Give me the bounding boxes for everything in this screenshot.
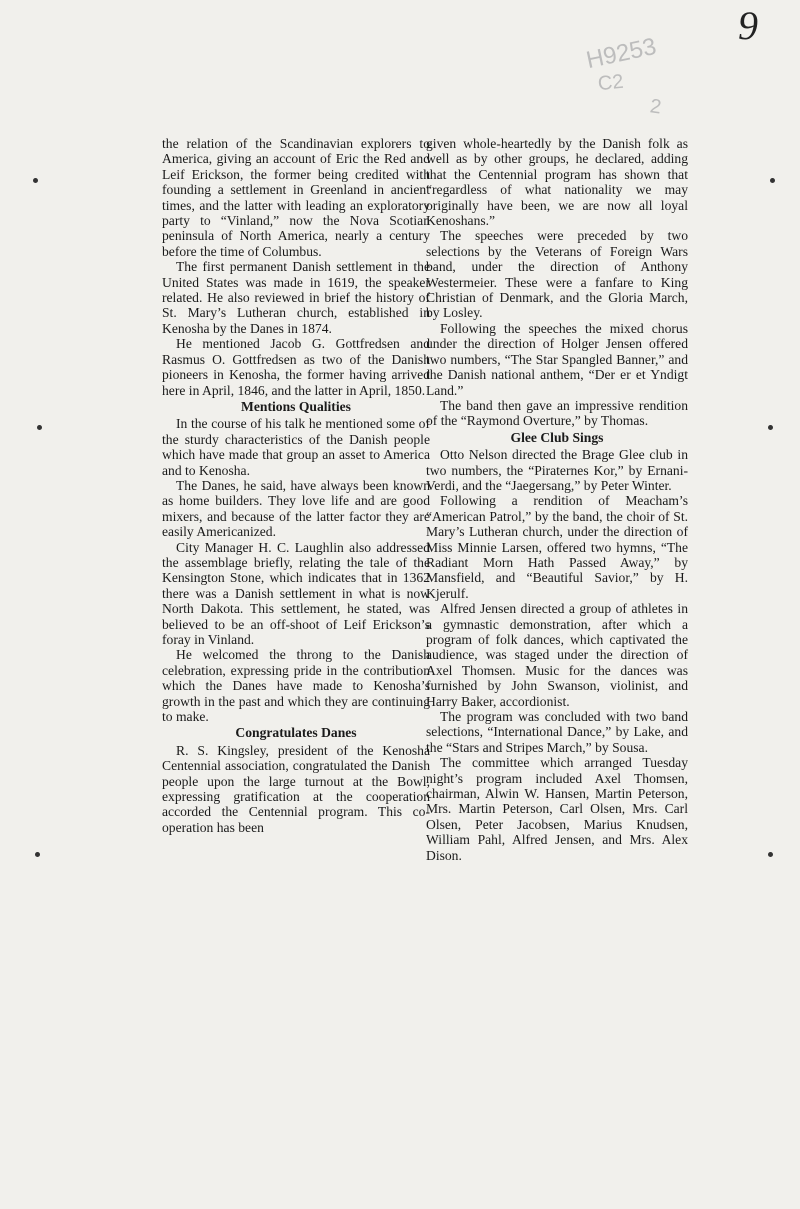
pencil-note: C2 — [596, 70, 625, 96]
page-number: 9 — [738, 3, 758, 48]
article-paragraph: The band then gave an impressive rendition of the “Raymond Overture,” by Thomas. — [426, 397, 688, 429]
article-paragraph: The Danes, he said, have always been known as home builders. They love life and are good mixers, and because of the latter factor they are easily Americanized. — [162, 477, 430, 540]
margin-dot — [35, 852, 40, 857]
article-paragraph: City Manager H. C. Laughlin also addressed the assemblage briefly, relating the tale of the Kensington Stone, which indicates that in 1362 there was a Danish settlement in what is now North Dakota. This settlement, he stated, was believed to be an off-shoot of Leif Erickson’s foray in Vinland. — [162, 539, 430, 647]
article-paragraph: He mentioned Jacob G. Gottfredsen and Rasmus O. Gottfredsen as two of the Danish pioneers in Kenosha, the former having arrived here in April, 1846, and the latter in April, 1850. — [162, 336, 430, 398]
article-paragraph: The first permanent Danish settlement in the United States was made in 1619, the speaker related. He also reviewed in brief the history of St. Mary’s Lutheran church, established in Kenosha by the Danes in 1874. — [162, 259, 430, 336]
article-paragraph: He welcomed the throng to the Danish celebration, expressing pride in the contribution which the Danes have made to Kenosha’s growth in the past and which they are continuing to make. — [162, 647, 430, 725]
article-paragraph: Following a rendition of Meacham’s “American Patrol,” by the band, the choir of St. Mary’s Lutheran church, under the direction of Miss Minnie Larsen, offered two hymns, “The Radiant Morn Hath Passed Away,” by Mansfield, and “Beautiful Savior,” by H. Kjerulf. — [426, 493, 688, 601]
article-left-column — [162, 136, 430, 835]
section-subheading: Mentions Qualities — [241, 398, 351, 414]
section-subheading: Congratulates Danes — [235, 725, 357, 741]
section-subheading: Glee Club Sings — [510, 429, 604, 445]
article-paragraph: In the course of his talk he mentioned some of the sturdy characteristics of the Danish people which have made that group an asset to America and to Kenosha. — [162, 416, 430, 478]
article-paragraph: Otto Nelson directed the Brage Glee club in two numbers, the “Piraternes Kor,” by Ernani-Verdi, and the “Jaegersang,” by Peter Winter. — [426, 447, 688, 493]
article-paragraph: The speeches were preceded by two selections by the Veterans of Foreign Wars band, under the direction of Anthony Westermeier. These were a fanfare to King Christian of Denmark, and the Gloria March, by Losley. — [426, 228, 688, 321]
margin-dot — [768, 425, 773, 430]
article-paragraph: given whole-heartedly by the Danish folk as well as by other groups, he declared, adding that the Centennial program has shown that “regardless of what nationality we may originally have been, we are now all loyal Kenoshans.” — [426, 136, 688, 229]
margin-dot — [37, 425, 42, 430]
pencil-note: H9253 — [583, 32, 659, 75]
margin-dot — [768, 852, 773, 857]
article-paragraph: The program was concluded with two band selections, “International Dance,” by Lake, and the “Stars and Stripes March,” by Sousa. — [426, 709, 688, 755]
article-paragraph: the relation of the Scandinavian explorers to America, giving an account of Eric the Red and Leif Erickson, the former being credited with founding a settlement in Greenland in ancient times, and the latter with leading an exploratory party to “Vinland,” now the Nova Scotian peninsula of North America, nearly a century before the time of Columbus. — [162, 136, 430, 259]
article-paragraph: Following the speeches the mixed chorus under the direction of Holger Jensen offered two numbers, “The Star Spangled Banner,” and the Danish national anthem, “Der er et Yndigt Land.” — [426, 320, 688, 398]
pencil-note: 2 — [648, 95, 663, 119]
article-paragraph: Alfred Jensen directed a group of athletes in a gymnastic demonstration, after which a program of folk dances, which captivated the audience, was staged under the direction of Axel Thomsen. Music for the dances was furnished by John Swanson, violinist, and Harry Baker, accordionist. — [426, 601, 688, 709]
margin-dot — [33, 178, 38, 183]
article-paragraph: R. S. Kingsley, president of the Kenosha Centennial association, congratulated the Danish people upon the large turnout at the Bowl, expressing gratification at the cooperation accorded the Centennial program. This co-operation has been — [162, 742, 430, 835]
article-paragraph: The committee which arranged Tuesday night’s program included Axel Thomsen, chairman, Alwin W. Hansen, Martin Peterson, Mrs. Martin Peterson, Carl Olsen, Mrs. Carl Olsen, Peter Jacobsen, Marius Knudsen, William Pahl, Alfred Jensen, and Mrs. Alex Dison. — [426, 755, 688, 863]
article-right-column — [426, 136, 688, 863]
margin-dot — [770, 178, 775, 183]
